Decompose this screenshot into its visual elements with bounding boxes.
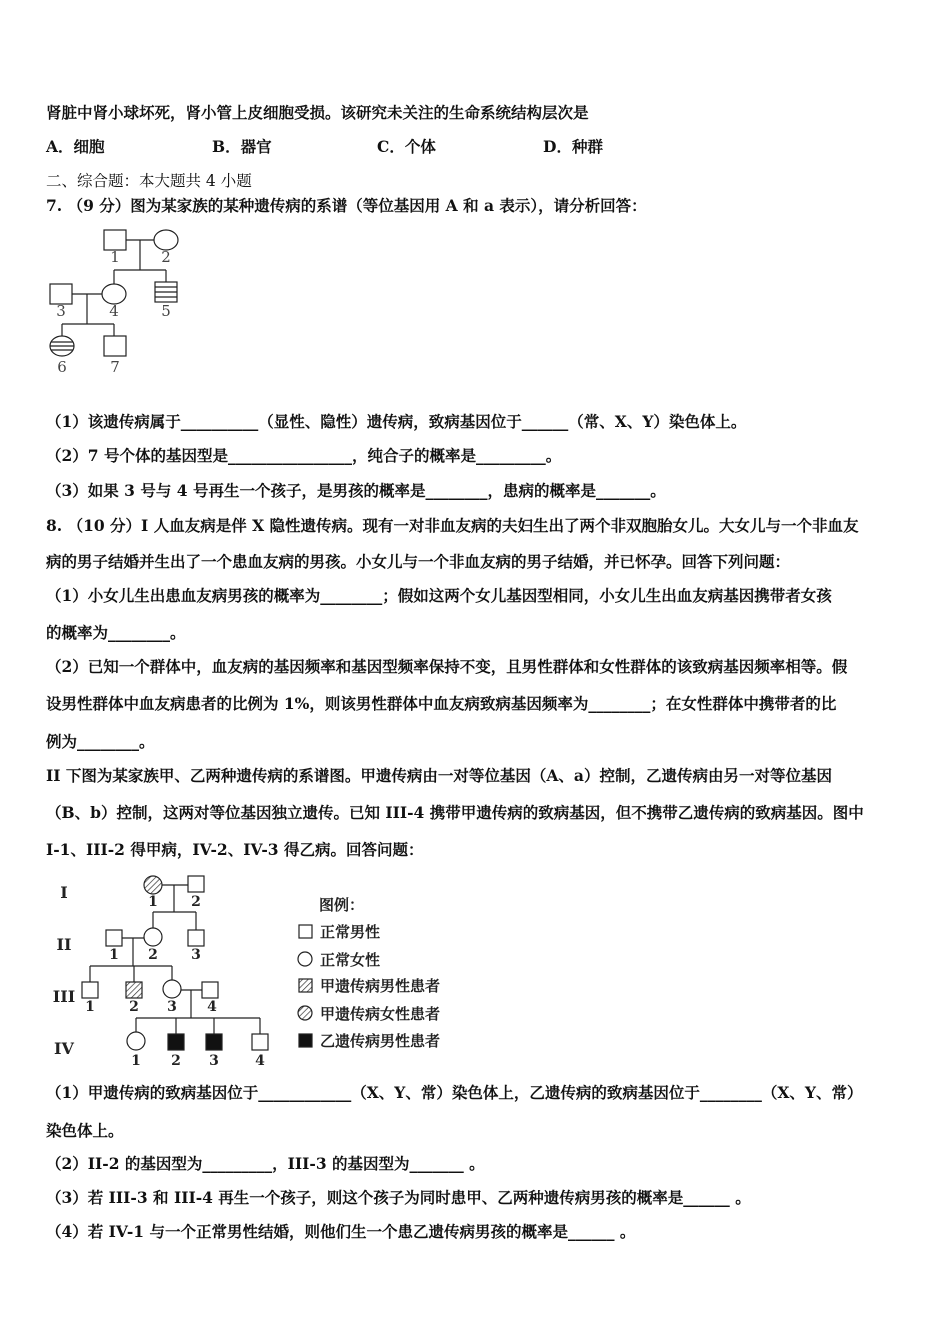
label-IV-2: 2	[171, 1053, 181, 1069]
legend-normal-female: 正常女性	[320, 951, 381, 969]
q8-line2: 病的男子结婚并生出了一个患血友病的男孩。小女儿与一个非血友病的男子结婚，并已怀孕。回答下列问题：	[46, 552, 791, 571]
q8-sub2-line1: （2）已知一个群体中，血友病的基因频率和基因型频率保持不变，且男性群体和女性群体的该致病基因频率相等。假	[46, 657, 848, 676]
individual-4-female	[102, 284, 126, 304]
label-II-2: 2	[148, 947, 158, 963]
label-III-2: 2	[129, 999, 139, 1015]
I-1-affected-female	[144, 876, 162, 894]
legend-normal-male-symbol	[299, 925, 312, 938]
q8-II-sub2: （2）II-2 的基因型为_________，III-3 的基因型为_______ 。	[46, 1154, 485, 1173]
pedigree-chart-2	[40, 868, 480, 1073]
IV-1-female	[127, 1032, 145, 1050]
label-3: 3	[56, 302, 66, 320]
q8-II-sub3: （3）若 III-3 和 III-4 再生一个孩子，则这个孩子为同时患甲、乙两种遗传病男孩的概率是______ 。	[46, 1188, 751, 1207]
individual-2-female	[154, 230, 178, 250]
legend-b-male: 乙遗传病男性患者	[320, 1032, 441, 1050]
q8-part2-line2: （B、b）控制，这两对等位基因独立遗传。已知 III-4 携带甲遗传病的致病基因，但不携带乙遗传病的致病基因。图中	[46, 803, 864, 822]
label-III-1: 1	[85, 999, 95, 1015]
label-IV-3: 3	[209, 1053, 219, 1069]
legend-normal-female-symbol	[298, 952, 312, 966]
q8-part2-line1: II 下图为某家族甲、乙两种遗传病的系谱图。甲遗传病由一对等位基因（A、a）控制，乙遗传病由另一对等位基因	[46, 766, 832, 785]
q7-sub1: （1）该遗传病属于__________（显性、隐性）遗传病，致病基因位于______（常、X、Y）染色体上。	[46, 412, 747, 431]
q8-II-sub1-line2: 染色体上。	[46, 1121, 124, 1140]
q8-II-sub1-line1: （1）甲遗传病的致病基因位于____________（X、Y、常）染色体上，乙遗传病的致病基因位于________（X、Y、常）	[46, 1083, 863, 1102]
legend-a-female-symbol	[298, 1006, 312, 1020]
label-IV-4: 4	[255, 1053, 265, 1069]
legend-b-male-symbol	[299, 1034, 312, 1047]
label-II-1: 1	[109, 947, 119, 963]
III-4-male	[202, 982, 218, 998]
label-III-3: 3	[167, 999, 177, 1015]
individual-3-male	[50, 284, 72, 304]
generation-III: III	[52, 987, 76, 1006]
label-5: 5	[161, 302, 171, 320]
q8-line1: 8. （10 分）I 人血友病是伴 X 隐性遗传病。现有一对非血友病的夫妇生出了两个非双胞胎女儿。大女儿与一个非血友	[46, 516, 859, 535]
q8-sub1-line1: （1）小女儿生出患血友病男孩的概率为________；假如这两个女儿基因型相同，小女儿生出血友病基因携带者女孩	[46, 586, 832, 605]
II-3-male	[188, 930, 204, 946]
legend-normal-male: 正常男性	[320, 923, 381, 941]
q8-sub2-line3: 例为________。	[46, 732, 155, 751]
q7-sub3: （3）如果 3 号与 4 号再生一个孩子，是男孩的概率是________，患病的概率是_______。	[46, 481, 666, 500]
label-III-4: 4	[207, 999, 217, 1015]
q8-II-sub4: （4）若 IV-1 与一个正常男性结婚，则他们生一个患乙遗传病男孩的概率是______ 。	[46, 1222, 636, 1241]
q7-sub2: （2）7 号个体的基因型是________________，纯合子的概率是_________。	[46, 446, 562, 465]
individual-1-male	[104, 230, 126, 250]
III-2-affected-male	[126, 982, 142, 998]
legend-a-male-symbol	[299, 979, 312, 992]
legend-title: 图例：	[319, 896, 365, 914]
IV-4-male	[252, 1034, 268, 1050]
II-2-female	[144, 928, 162, 946]
generation-IV: IV	[54, 1039, 74, 1058]
label-7: 7	[110, 358, 120, 376]
option-b: B．器官	[212, 137, 272, 156]
option-a: A．细胞	[46, 137, 105, 156]
label-6: 6	[57, 358, 67, 376]
generation-II: II	[56, 935, 72, 954]
option-c: C．个体	[377, 137, 436, 156]
individual-7-male	[104, 336, 126, 356]
label-4: 4	[109, 302, 119, 320]
I-2-male	[188, 876, 204, 892]
q8-part2-line3: I-1、III-2 得甲病，IV-2、IV-3 得乙病。回答问题：	[46, 840, 424, 859]
label-I-2: 2	[191, 894, 201, 910]
q8-sub1-line2: 的概率为________。	[46, 623, 186, 642]
section-title: 二、综合题：本大题共 4 小题	[46, 172, 252, 190]
label-1: 1	[110, 248, 120, 266]
legend-a-male: 甲遗传病男性患者	[320, 977, 441, 995]
label-I-1: 1	[148, 894, 158, 910]
III-3-female	[163, 980, 181, 998]
q7-stem: 7. （9 分）图为某家族的某种遗传病的系谱（等位基因用 A 和 a 表示），请分析回答：	[46, 196, 647, 215]
label-II-3: 3	[191, 947, 201, 963]
IV-3-affected-male	[206, 1034, 222, 1050]
label-IV-1: 1	[131, 1053, 141, 1069]
legend-a-female: 甲遗传病女性患者	[320, 1005, 441, 1023]
IV-2-affected-male	[168, 1034, 184, 1050]
III-1-male	[82, 982, 98, 998]
q8-sub2-line2: 设男性群体中血友病患者的比例为 1%，则该男性群体中血友病致病基因频率为________；在女性群体中携带者的比	[46, 694, 837, 713]
label-2: 2	[161, 248, 171, 266]
generation-I: I	[60, 883, 68, 902]
II-1-male	[106, 930, 122, 946]
option-d: D．种群	[543, 137, 603, 156]
intro-line: 肾脏中肾小球坏死，肾小管上皮细胞受损。该研究未关注的生命系统结构层次是	[46, 103, 589, 122]
pedigree-chart-1	[40, 222, 210, 382]
